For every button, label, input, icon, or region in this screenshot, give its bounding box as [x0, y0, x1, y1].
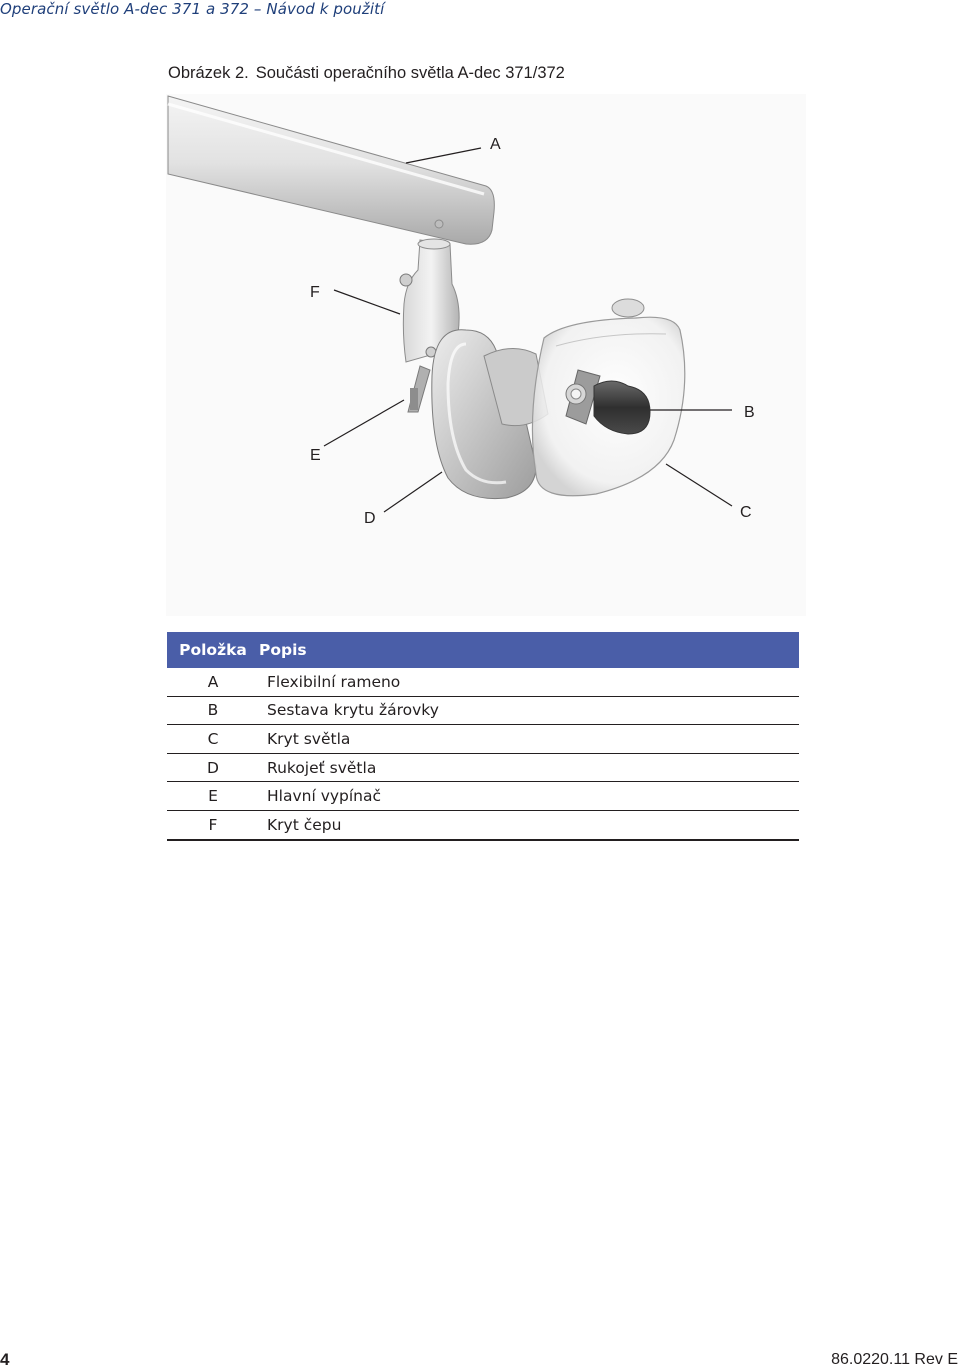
callout-b: B — [744, 404, 755, 421]
callout-d: D — [364, 510, 376, 527]
row-description: Flexibilní rameno — [259, 668, 799, 696]
callout-c: C — [740, 504, 752, 521]
page-number: 4 — [0, 1350, 10, 1369]
table-row — [167, 668, 799, 696]
document-number: 86.0220.11 Rev E — [831, 1351, 958, 1368]
row-description: Kryt světla — [259, 725, 799, 754]
table-row — [167, 810, 799, 839]
parts-table — [167, 632, 799, 841]
figure-caption-text: Součásti operačního světla A-dec 371/372 — [255, 64, 565, 82]
row-item-letter: B — [167, 696, 259, 725]
running-header-title: Operační světlo A-dec 371 a 372 – Návod k použití — [0, 0, 385, 18]
callout-a: A — [490, 136, 501, 153]
row-item-letter: C — [167, 725, 259, 754]
figure-caption — [168, 64, 565, 83]
operating-light-illustration — [166, 94, 806, 616]
row-description: Sestava krytu žárovky — [259, 696, 799, 725]
row-item-letter: F — [167, 810, 259, 839]
table-row — [167, 696, 799, 725]
row-item-letter: A — [167, 668, 259, 696]
column-header-description: Popis — [259, 632, 799, 668]
row-description: Kryt čepu — [259, 810, 799, 839]
row-description: Rukojeť světla — [259, 753, 799, 782]
callout-f: F — [310, 284, 320, 301]
row-item-letter: E — [167, 782, 259, 811]
table-row — [167, 753, 799, 782]
parts-table-header-row — [167, 632, 799, 668]
row-description: Hlavní vypínač — [259, 782, 799, 811]
figure-caption-label: Obrázek 2. — [168, 64, 249, 82]
table-row — [167, 725, 799, 754]
row-item-letter: D — [167, 753, 259, 782]
column-header-item: Položka — [167, 632, 259, 668]
callout-e: E — [310, 447, 321, 464]
table-row — [167, 782, 799, 811]
